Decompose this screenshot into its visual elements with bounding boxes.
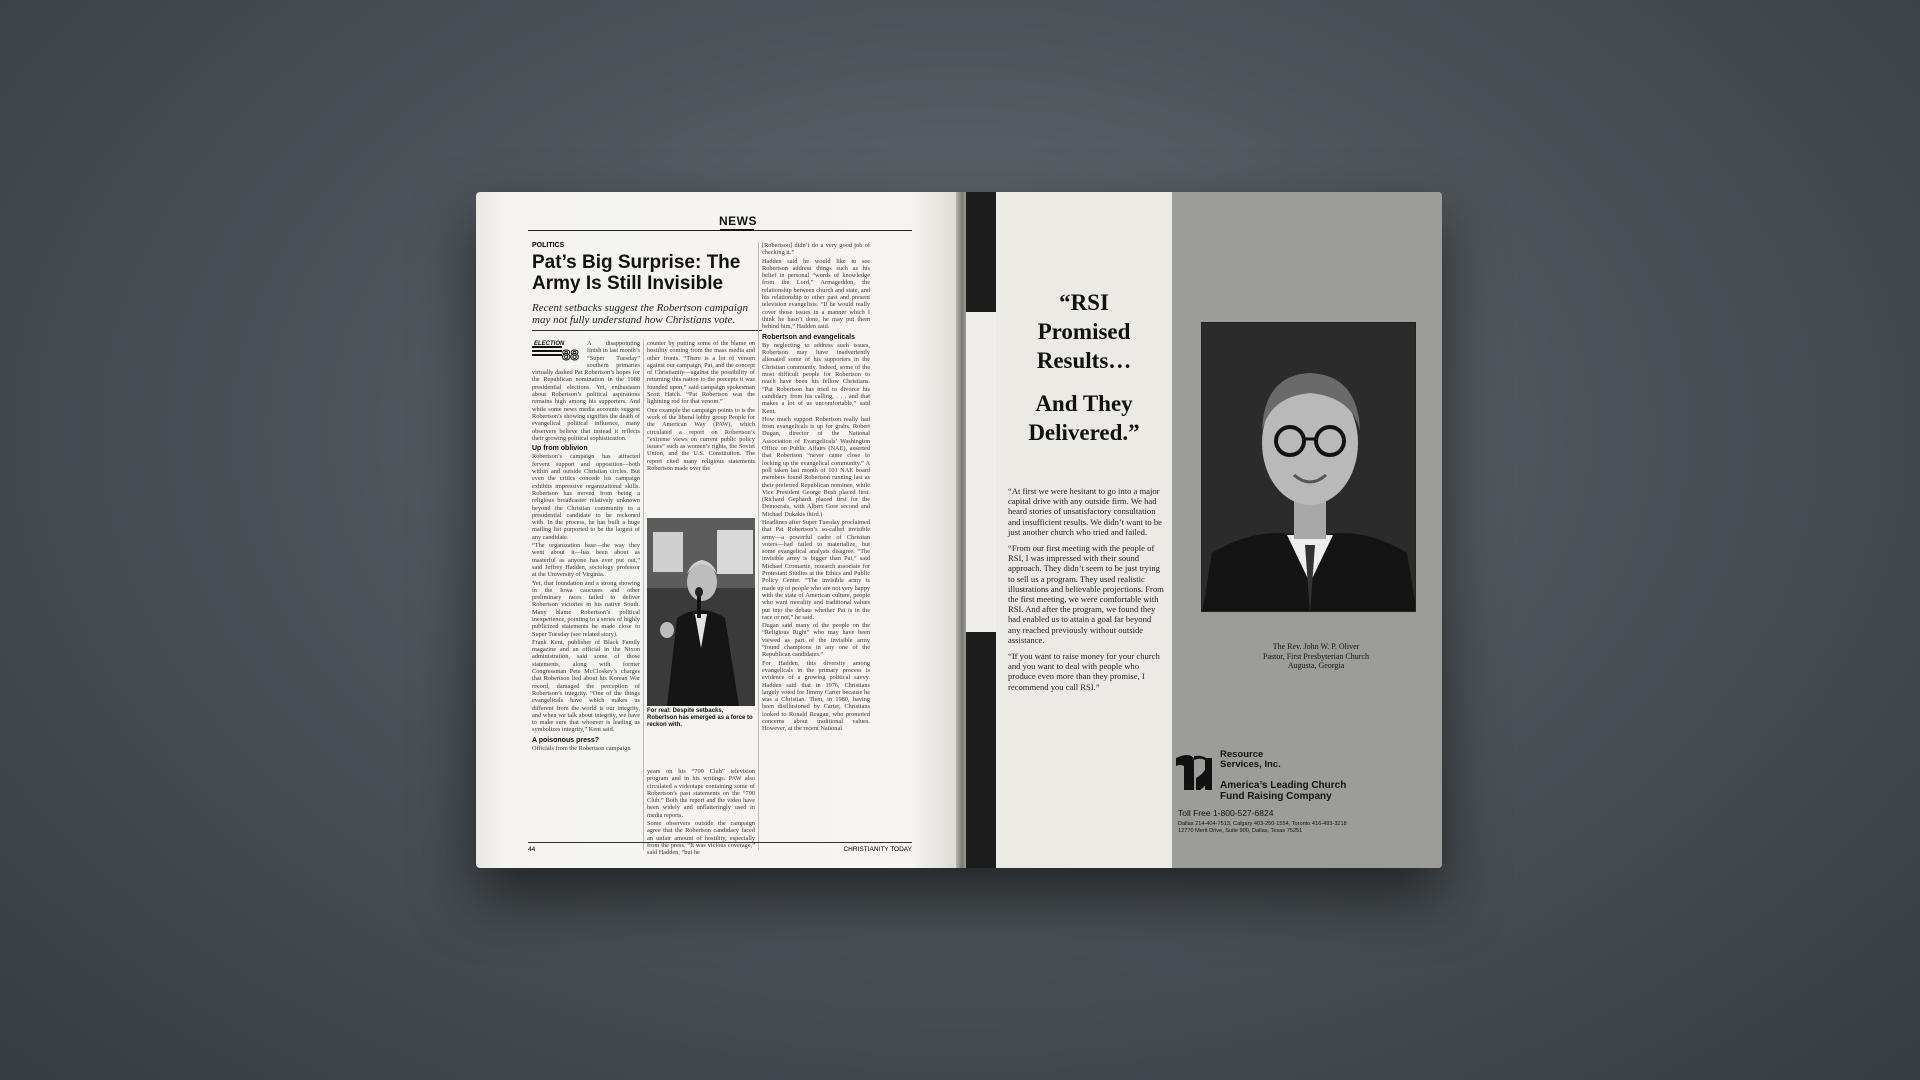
paragraph: By neglecting to address such issues, Robertson may have inadvertently alienated some of his supporters in the Christian community. Indeed, some of the most difficult people for Robertson to reach have been his fellow Christians. “Pat Robertson has tried to divorce his candidacy from his calling, . . . and that makes a lot of us uncomfortable,” said Kent. — [762, 341, 870, 415]
photo-caption: For real: Despite setbacks, Robertson has emerged as a force to reckon with. — [647, 708, 753, 728]
pastor-portrait — [1201, 322, 1416, 612]
company-address: 12770 Merit Drive, Suite 900, Dallas, Texas 75251 — [1178, 827, 1303, 834]
quote-line: “RSI — [1059, 290, 1109, 315]
paragraph: Headlines after Super Tuesday proclaimed that Pat Robertson’s so-called invisible army—a powerful cadre of Christian voters—had failed to materialize, but some evangelical analysts disagree. “The invisible army is bigger than Pat,” said Michael Cromartie, research associate for Protestant Studies at the Ethics and Public Policy Center. “The invisible army is made up of people who are not very happy with the state of American culture, people who want morality and traditional values put into the debate whether Pat is in the race or not,” he said. — [762, 518, 870, 621]
column-rule — [643, 340, 644, 850]
paragraph: Officials from the Robertson campaign — [532, 745, 631, 753]
testimonial-paragraph: “From our first meeting with the people of RSI, I was impressed with their sound approach. They didn’t seem to be just trying to sell us a program. They used realistic illustrations and believable projections. From the first meeting, we were comfortable with RSI. And after the program, we found they had enabled us to attain a goal far beyond any reached previously without outside assistance. — [1008, 543, 1164, 645]
paragraph: years on his “700 Club” television program and in his writings. PAW also circulated a videotape containing some of Robertson’s past statements on the “700 Club.” Both the report and the video have been widely and unflatteringly used in media reports. — [647, 768, 755, 819]
pastor-title: Pastor, First Presbyterian Church — [1263, 651, 1369, 661]
paragraph: A disappointing finish in last month’s “Super Tuesday” southern primaries virtually dashed Pat Robertson’s hopes for the Republican nomination in the 1988 presidential elections. Yet, enthusiasm about Robertson’s political aspirations remains high among his supporters. And while some news media accounts suggest Robertson’s showing signifies the death of evangelical political influence, many observers believe that instead it reflects their growing political sophistication. — [532, 340, 641, 442]
paragraph: Frank Kent, publisher of Black Family magazine and an official in the Nixon administration, said some of those statements, along with former Congressman Pete McCloskey’s charges that Robertson lied about his Korean War record, damaged the perception of Robertson’s integrity. “One of the things evangelicals have which makes us different from the world is our integrity, and when we talk about integrity, we have to make sure that whoever is leading us symbolizes integrity,” Kent said. — [532, 638, 640, 734]
magazine-spread — [476, 192, 1442, 868]
article-dek: Recent setbacks suggest the Robertson campaign may not fully understand how Christians vote. — [532, 302, 748, 326]
company-tagline — [1220, 780, 1346, 802]
paragraph: Yet, that foundation and a strong showing in the Iowa caucuses and other preliminary races failed to deliver Robertson victories in his native South. Many blame Robertson’s political inexperience, pointing to a series of highly publicized statements he made close to Super Tuesday (see related story). — [532, 579, 640, 638]
paragraph: For Hadden, this diversity among evangelicals in the primary process is evidence of a growing political savvy. Hadden said that in 1976, Christians largely voted for Jimmy Carter because he was a Christian. Then, in 1980, having been disillusioned by Carter, Christians looked to Ronald Reagan, who promoted concerns about traditional values. However, at the recent National — [762, 659, 870, 733]
left-page — [476, 192, 958, 868]
paragraph: Dugan said many of the people on the “Religious Right” who may have been viewed as part of the invisible army “found champions in any one of the Republican candidates.” — [762, 622, 870, 659]
office-numbers: Dallas 214-404-7513, Calgary 403-250-1554, Toronto 416-493-3218 — [1178, 821, 1347, 827]
toll-free-number: Toll Free 1-800-527-6824 — [1178, 808, 1274, 818]
company-name — [1220, 750, 1281, 770]
pastor-name: The Rev. John W. P. Oliver — [1272, 642, 1360, 651]
rsi-logo-icon — [1174, 752, 1214, 792]
tagline-line: Fund Raising Company — [1220, 791, 1332, 802]
section-label: NEWS — [719, 214, 757, 228]
quote-line: And They — [1035, 391, 1133, 416]
quote-line: Promised — [1037, 319, 1131, 344]
page-footer — [528, 842, 912, 853]
article-headline: Pat’s Big Surprise: The Army Is Still Invisible — [532, 252, 741, 294]
tagline-line: America’s Leading Church — [1220, 780, 1347, 791]
company-contact — [1178, 808, 1398, 835]
article-column-3 — [762, 242, 870, 852]
paragraph: Hadden said he would like to see Robertson address things such as his belief in personal “words of knowledge from the Lord,” Armageddon, the relationship between church and state, and his relationship to other past and present television evangelists. “If he would really cover those issues in a manner which I think he hasn’t done, he may put them behind him,” Hadden said. — [762, 257, 870, 331]
paragraph: How much support Robertson really had from evangelicals is up for grabs. Robert Dugan, director of the National Association of Evangelicals’ Washington Office on Public Affairs (NAE), asserted that Robertson “never came close to locking up the evangelical community.” A poll taken last month of 101 NAE board members found Robertson running last as their preferred Republican nominee, while Vice President George Bush placed first. (Richard Gephardt placed first for the Democrats, with Albert Gore second and Michael Dukakis third.) — [762, 415, 870, 518]
quote-line: Results… — [1036, 348, 1132, 373]
subhead: A poisonous press? — [532, 736, 600, 744]
article-column-2 — [647, 340, 755, 500]
column-rule — [758, 242, 759, 850]
subhead: Up from oblivion — [532, 445, 588, 453]
dek-rule — [532, 330, 762, 331]
magazine-name: CHRISTIANITY TODAY — [843, 846, 912, 853]
paragraph: counter by putting some of the blame on hostility coming from the mass media and other fronts. “There is a lot of venom against our campaign, Pat, and the concept of Christianity—against the possibility of returning this nation to the precepts it was founded upon,” said campaign spokesman Scott Hatch. “Pat Robertson was the lightning rod for that venom.” — [647, 340, 755, 406]
quote-line: Delivered.” — [1028, 420, 1140, 445]
election-logo-text: ELECTION — [534, 341, 565, 347]
section-underline — [720, 229, 754, 231]
article-column-2-continued — [647, 768, 755, 857]
company-name-line: Services, Inc. — [1220, 759, 1281, 770]
portrait-caption — [1216, 642, 1416, 671]
ad-headline-quote — [1000, 288, 1168, 447]
testimonial-paragraph: “If you want to raise money for your church and you want to deal with people who produce even more than they promise, I recommend you call RSI.” — [1008, 651, 1160, 692]
ad-border-strip — [966, 192, 996, 868]
right-page-advertisement — [966, 192, 1442, 868]
subhead: Robertson and evangelicals — [762, 333, 855, 341]
ad-testimonial — [1008, 486, 1164, 698]
page-number: 44 — [528, 846, 536, 853]
robertson-photo — [647, 518, 755, 706]
article-column-1 — [532, 340, 640, 850]
paragraph: One example the campaign points to is the work of the liberal lobby group People for the American Way (PAW), which circulated a report on Robertson’s “extreme views on current public policy issues” such as women’s rights, the Soviet Union, and the U.S. Constitution. The report cited many religious statements Robertson made over the — [647, 406, 755, 473]
paragraph: [Robertson] didn’t do a very good job of checking it.” — [762, 242, 870, 257]
election-88-logo — [532, 340, 584, 362]
company-name-line: Resource — [1220, 749, 1264, 760]
election-logo-year: 88 — [562, 347, 579, 362]
paragraph: Robertson’s campaign has attracted fervent support and opposition—both within and outside Christian circles. But even the critics concede his campaign exhibits impressive organizational skills. Robertson has moved from being a religious broadcaster relatively unknown beyond the Christian community to a presidential candidate to be reckoned with. In the process, he has built a huge mailing list purported to be the largest of any candidate. — [532, 453, 640, 541]
pastor-location: Augusta, Georgia — [1287, 661, 1345, 670]
kicker: POLITICS — [532, 242, 565, 249]
paragraph: “The organization base—the way they went about it—has been about as masterful as anyone has ever put out,” said Jeffrey Hadden, sociology professor at the University of Virginia. — [532, 542, 640, 579]
testimonial-paragraph: “At first we were hesitant to go into a major capital drive with any outside firm. We had heard stories of unsatisfactory consultation and insufficient results. We didn’t want to be just another church who tried and failed. — [1008, 486, 1162, 537]
paragraph: Some observers outside the campaign agree that the Robertson candidacy faced an unfair amount of hostility, especially from the press. “It was vicious coverage,” said Hadden, “but he — [647, 820, 755, 857]
